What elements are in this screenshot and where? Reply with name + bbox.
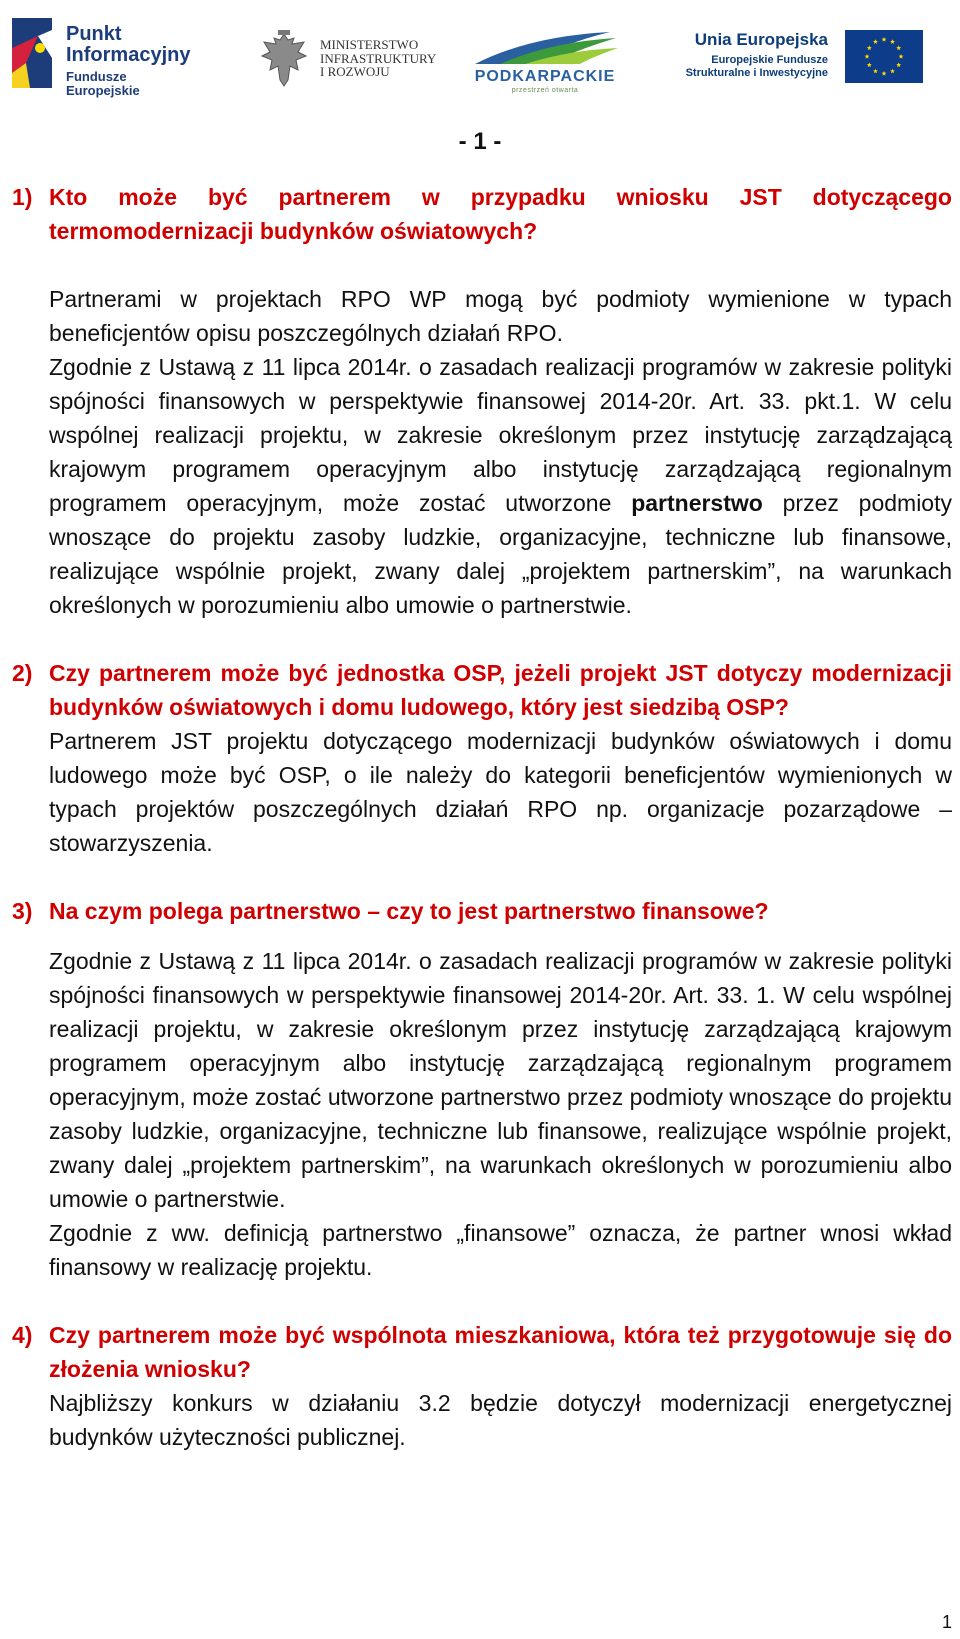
podkarpackie-logo	[470, 30, 620, 94]
answer-3-paragraph-2: Zgodnie z ww. definicją partnerstwo „finansowe” oznacza, że partner wnosi wkład finansowy w realizację projektu.	[49, 1220, 952, 1280]
logo-ministerstwo-line2: INFRASTRUKTURY	[320, 50, 437, 66]
punkt-informacyjny-logo	[12, 18, 202, 98]
answer-1-text: Zgodnie z Ustawą z 11 lipca 2014r. o zasadach realizacji programów w zakresie polityki spójności finansowych w perspektywie finansowej 2014-20r. Art. 33. pkt.1. W celu wspólnej realizacji projektu, w zakresie określonym przez instytucję zarządzającą krajowym programem operacyjnym albo instytucję zarządzającą regionalnym programem operacyjnym, może zostać utworzone	[49, 354, 952, 516]
logo-ue-line2: Europejskie Fundusze	[711, 54, 828, 66]
logo-ministerstwo-line3: I ROZWOJU	[320, 64, 390, 80]
answer-3-paragraph-1: Zgodnie z Ustawą z 11 lipca 2014r. o zasadach realizacji programów w zakresie polityki spójności finansowych w perspektywie finansowej 2014-20r. Art. 33. 1. W celu wspólnej realizacji projektu, w zakresie określonym przez instytucję zarządzającą krajowym programem operacyjnym albo instytucję zarządzającą regionalnym programem operacyjnym, może zostać utworzone partnerstwo przez podmioty wnoszące do projektu zasoby ludzkie, organizacyjne, techniczne lub finansowe, realizujące wspólnie projekt, zwany dalej „projektem partnerskim”, na warunkach określonych w porozumieniu albo umowie o partnerstwie.	[49, 948, 952, 1212]
question-1	[12, 180, 952, 248]
question-2	[12, 656, 952, 724]
polish-eagle-icon	[260, 30, 308, 88]
logo-bar	[0, 0, 960, 100]
question-number: 3)	[12, 898, 33, 924]
logo-punkt-line1: Punkt	[66, 23, 122, 45]
logo-ue-line3: Strukturalne i Inwestycyjne	[685, 66, 828, 79]
logo-punkt-line2: Informacyjny	[66, 44, 191, 66]
logo-podkarpackie-name: PODKARPACKIE	[474, 68, 616, 85]
question-number: 2)	[12, 660, 33, 686]
ministerstwo-logo	[260, 30, 450, 90]
question-text: Czy partnerem może być jednostka OSP, jeżeli projekt JST dotyczy modernizacji budynków oświatowych i domu ludowego, który jest siedzibą OSP?	[49, 660, 952, 720]
question-text: Kto może być partnerem w przypadku wniosku JST dotyczącego termomodernizacji budynków oświatowych?	[49, 184, 952, 244]
answer-1-tail: przez podmioty wnoszące do projektu zasoby ludzkie, organizacyjne, techniczne lub finansowe, realizujące wspólnie projekt, zwany dalej „projektem partnerskim”, na warunkach określonych w porozumieniu albo umowie o partnerstwie.	[49, 490, 952, 618]
page-number: 1	[941, 1612, 952, 1632]
document-body	[12, 180, 952, 1454]
question-3	[12, 894, 952, 928]
answer-1-paragraph-2	[49, 350, 952, 622]
podkarpackie-hills-icon	[470, 30, 620, 66]
logo-podkarpackie-tagline: przestrzeń otwarta	[511, 87, 579, 94]
fundusze-europejskie-mark-icon	[12, 18, 60, 88]
answer-1-bold-term: partnerstwo	[631, 490, 763, 516]
answer-2-paragraph-1: Partnerem JST projektu dotyczącego modernizacji budynków oświatowych i domu ludowego może być OSP, o ile należy do kategorii beneficjentów wymienionych w typach projektów poszczególnych działań RPO np. organizacje pozarządowe – stowarzyszenia.	[49, 728, 952, 856]
question-4	[12, 1318, 952, 1386]
question-text: Na czym polega partnerstwo – czy to jest partnerstwo finansowe?	[49, 898, 769, 924]
page-title: - 1 -	[458, 128, 502, 155]
answer-4-paragraph-1: Najbliższy konkurs w działaniu 3.2 będzie dotyczył modernizacji energetycznej budynków użyteczności publicznej.	[49, 1390, 952, 1450]
logo-ue-line1: Unia Europejska	[694, 30, 828, 49]
question-text: Czy partnerem może być wspólnota mieszkaniowa, która też przygotowuje się do złożenia wniosku?	[49, 1322, 952, 1382]
question-number: 1)	[12, 184, 33, 210]
logo-ministerstwo-line1: MINISTERSTWO	[320, 37, 419, 52]
unia-europejska-logo	[678, 30, 828, 90]
question-number: 4)	[12, 1322, 33, 1348]
eu-flag-icon	[845, 30, 923, 83]
logo-punkt-line3: Fundusze Europejskie	[66, 69, 140, 98]
answer-1-paragraph-1: Partnerami w projektach RPO WP mogą być podmioty wymienione w typach beneficjentów opisu poszczególnych działań RPO.	[49, 286, 952, 346]
